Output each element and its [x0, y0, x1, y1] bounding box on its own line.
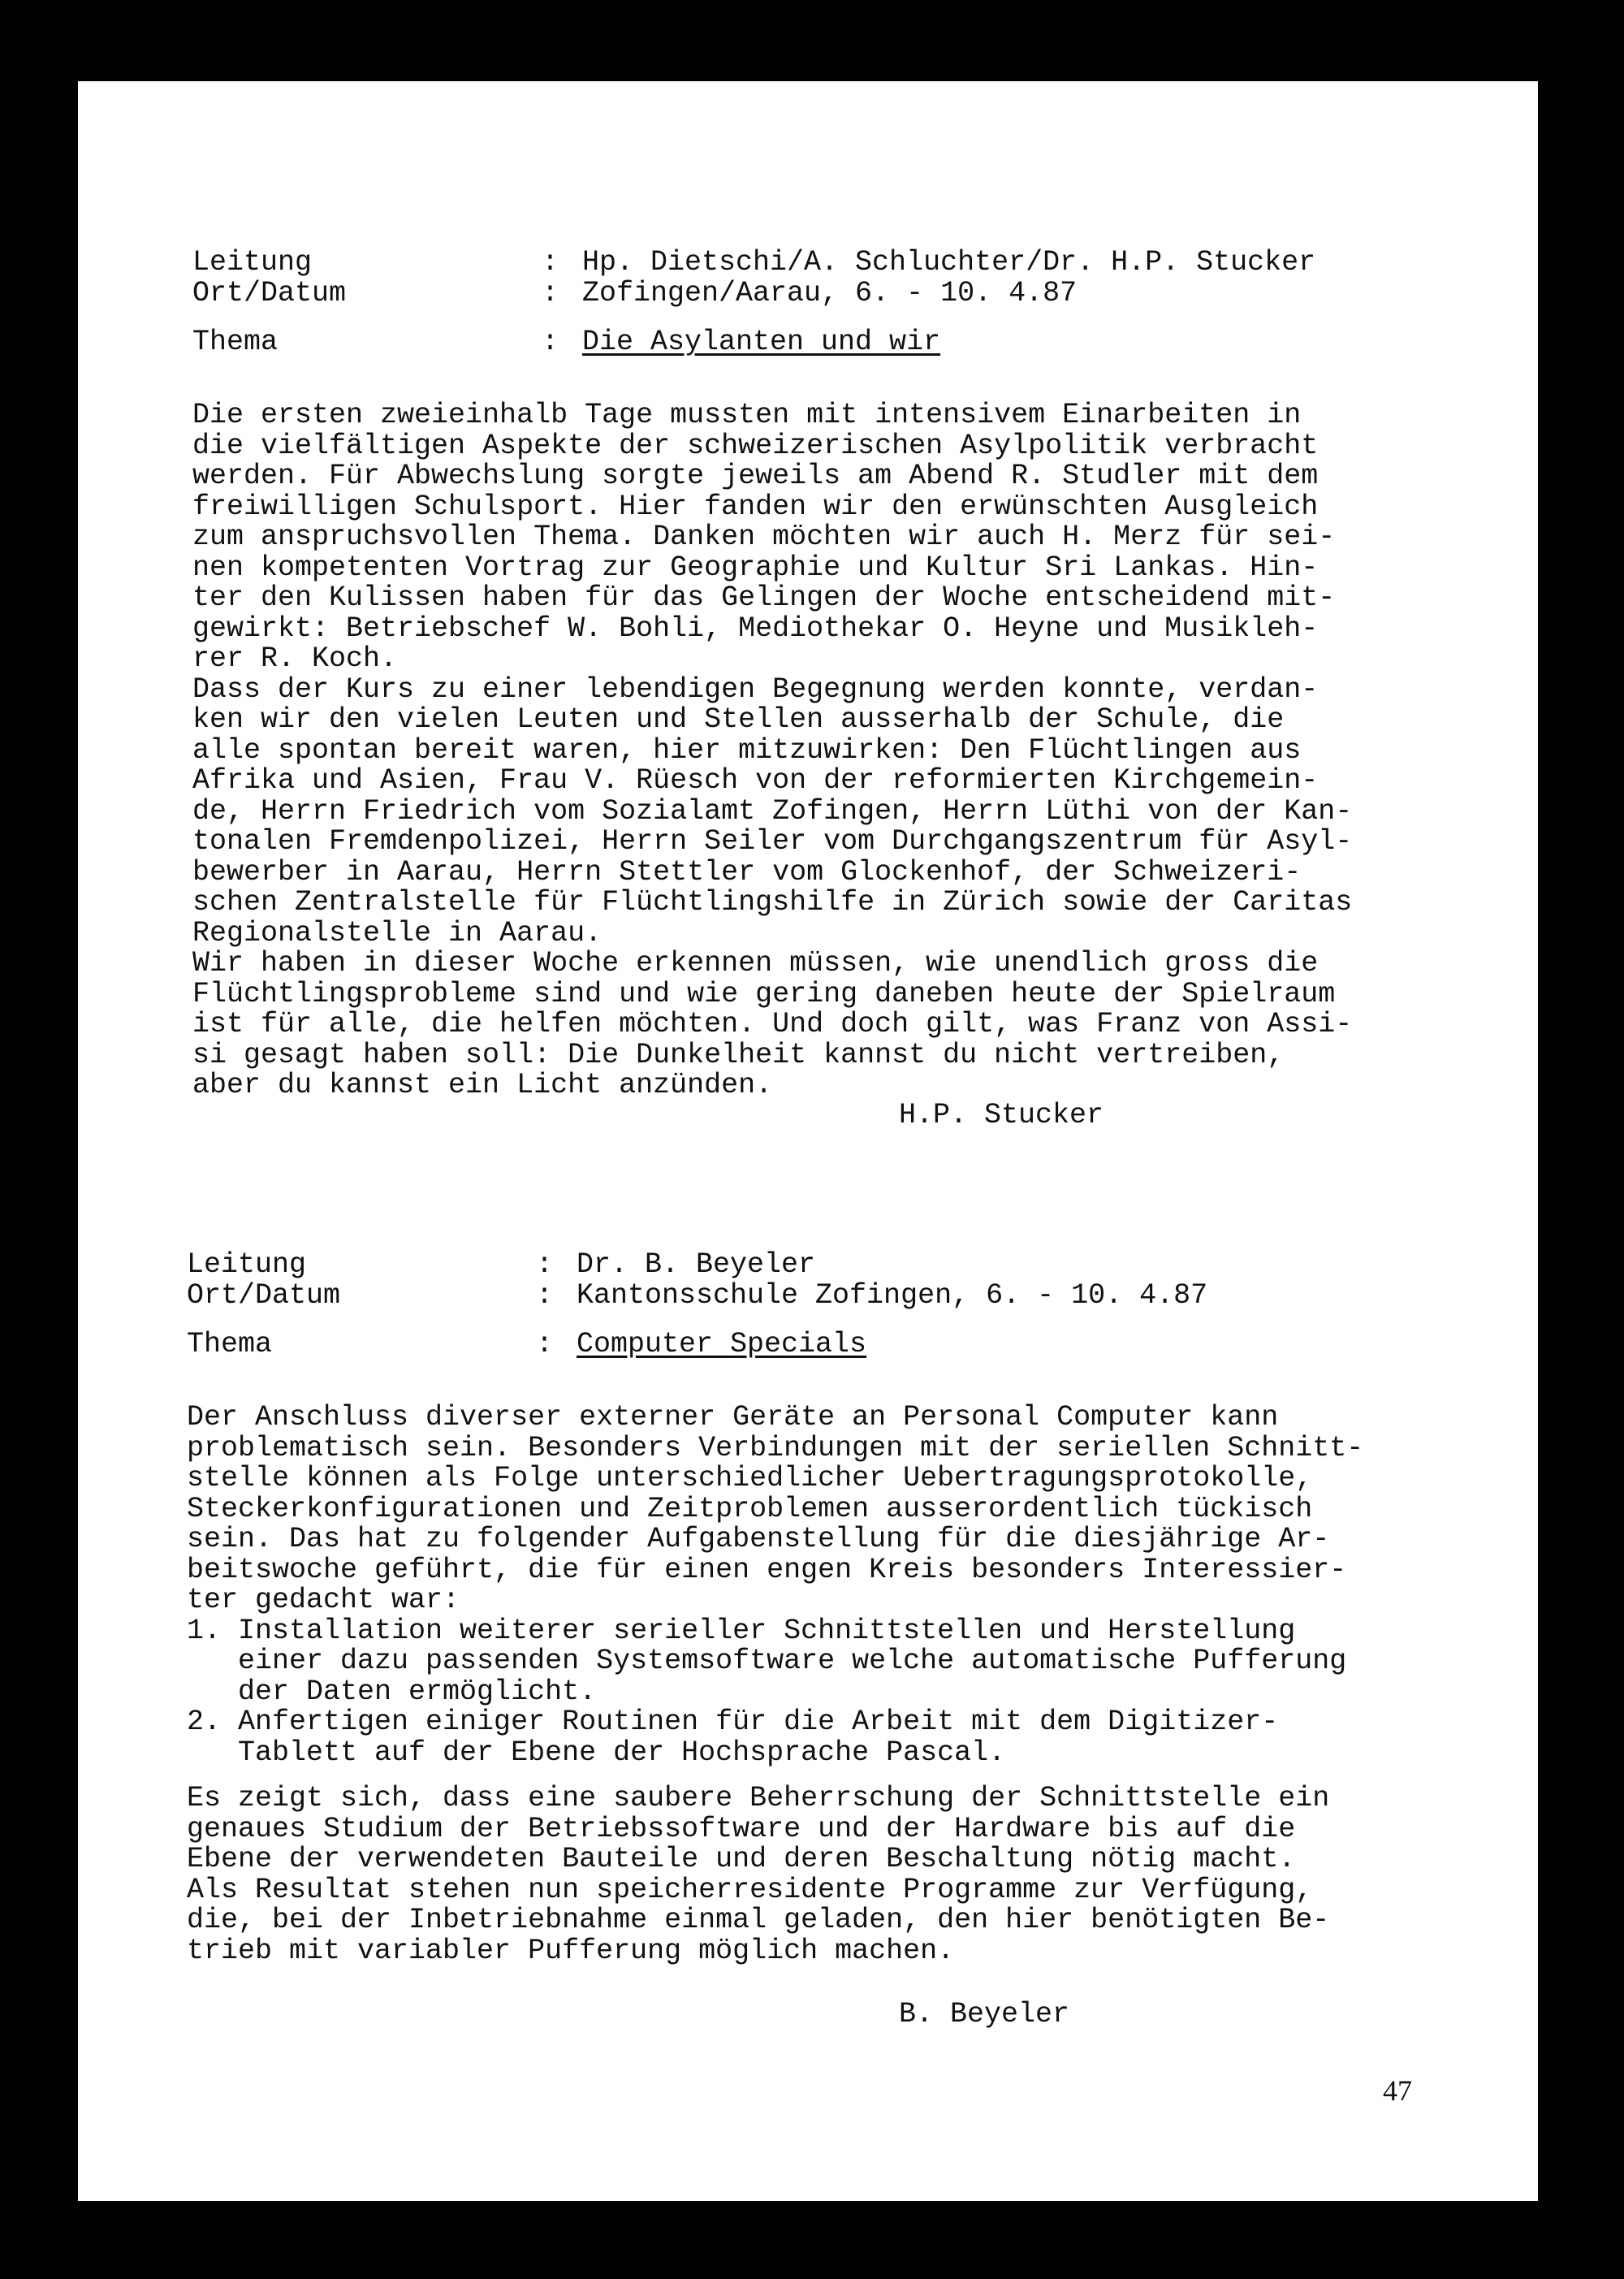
colon: : [542, 277, 559, 309]
signature-beyeler: B. Beyeler [899, 1998, 1070, 2030]
course-report-text-1: Die ersten zweieinhalb Tage mussten mit intensivem Einarbeiten in die vielfältigen Aspekte der schweizerischen Asylpolitik verbracht werden. Für Abwechslung sorgte jeweils am Abend R. Studler mit dem freiwilligen Schulsport. Hier fanden wir den erwünschten Ausgleich zum anspruchsvollen Thema. Danken möchten wir auch H. Merz für sei- nen kompetenten Vortrag zur Geographie und Kultur Sri Lankas. Hin- ter den Kulissen haben für das Gelingen der Woche entscheidend mit- gewirkt: Betriebschef W. Bohli, Mediothekar O. Heyne und Musikleh- rer R. Koch. Dass der Kurs zu einer lebendigen Begegnung werden konnte, verdan- ken wir den vielen Leuten und Stellen ausserhalb der Schule, die alle spontan bereit waren, hier mitzuwirken: Den Flüchtlingen aus Afrika und Asien, Frau V. Rüesch von der reformierten Kirchgemein- de, Herrn Friedrich vom Sozialamt Zofingen, Herrn Lüthi von der Kan- tonalen Fremdenpolizei, Herrn Seiler vom Durchgangszentrum für Asyl- bewerber in Aarau, Herrn Stettler vom Glockenhof, der Schweizeri- schen Zentralstelle für Flüchtlingshilfe in Zürich sowie der Caritas Regionalstelle in Aarau. Wir haben in dieser Woche erkennen müssen, wie unendlich gross die Flüchtlingsprobleme sind und wie gering daneben heute der Spielraum ist für alle, die helfen möchten. Und doch gilt, was Franz von Assi- si gesagt haben soll: Die Dunkelheit kannst du nicht vertreiben, aber du kannst ein Licht anzünden. [192, 399, 1353, 1101]
ort-datum-label: Ort/Datum [187, 1279, 341, 1312]
signature-stucker: H.P. Stucker [899, 1099, 1104, 1131]
thema-title: Computer Specials [577, 1328, 867, 1360]
ort-datum-value: Zofingen/Aarau, 6. - 10. 4.87 [582, 277, 1078, 309]
leitung-label: Leitung [187, 1248, 307, 1281]
course-report-text-2: Der Anschluss diverser externer Geräte an Personal Computer kann problematisch sein. Besonders Verbindungen mit der seriellen Schnitt- stelle können als Folge unterschiedlicher Uebertragungsprotokolle, Steckerkonfigurationen und Zeitproblemen ausserordentlich tückisch sein. Das hat zu folgender Aufgabenstellung für die diesjährige Ar- beitswoche geführt, die für einen engen Kreis besonders Interessier- ter gedacht war: 1. Installation weiterer serieller Schnittstellen und Herstellung einer dazu passenden Systemsoftware welche automatische Pufferung der Daten ermöglicht. 2. Anfertigen einiger Routinen für die Arbeit mit dem Digitizer- Tablett auf der Ebene der Hochsprache Pascal. [187, 1401, 1364, 1769]
leitung-label: Leitung [192, 246, 313, 279]
colon: : [536, 1279, 554, 1312]
document-page [78, 81, 1538, 2201]
colon: : [542, 246, 559, 279]
course-report-text-2b: Es zeigt sich, dass eine saubere Beherrschung der Schnittstelle ein genaues Studium der Betriebssoftware und der Hardware bis auf die Ebene der verwendeten Bauteile und deren Beschaltung nötig macht. Als Resultat stehen nun speicherresidente Programme zur Verfügung, die, bei der Inbetriebnahme einmal geladen, den hier benötigten Be- trieb mit variabler Pufferung möglich machen. [187, 1782, 1330, 1967]
leitung-value: Dr. B. Beyeler [577, 1248, 816, 1281]
thema-label: Thema [192, 326, 279, 358]
colon: : [536, 1328, 554, 1360]
colon: : [536, 1248, 554, 1281]
ort-datum-value: Kantonsschule Zofingen, 6. - 10. 4.87 [577, 1279, 1208, 1312]
colon: : [542, 326, 559, 358]
thema-title: Die Asylanten und wir [582, 326, 941, 358]
leitung-value: Hp. Dietschi/A. Schluchter/Dr. H.P. Stucker [582, 246, 1316, 279]
ort-datum-label: Ort/Datum [192, 277, 347, 309]
page-number: 47 [1383, 2074, 1412, 2107]
thema-label: Thema [187, 1328, 273, 1360]
